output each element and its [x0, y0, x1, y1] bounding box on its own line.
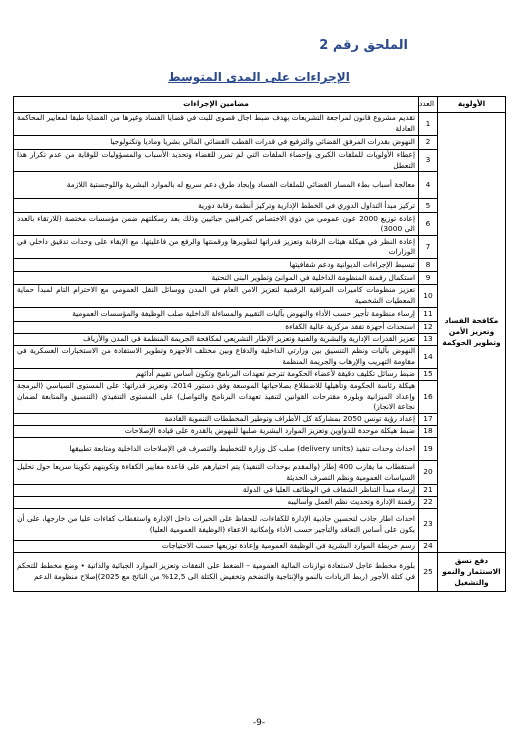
header-number: العدد	[419, 97, 438, 113]
table-row	[14, 438, 506, 461]
priority-category: دفع نسق الاستثمار والنمو والتشغيل	[438, 553, 506, 592]
measure-text: النهوض بآليات ونظم التنسيق بين وزارتي الداخلية والدفاع وبين مختلف الأجهزة وتطوير الاستفادة من الاستخبارات العسكرية في مقاومة التهريب والإرهاب والجريمة المنظمة	[14, 345, 419, 368]
annex-title: الملحق رقم 2	[319, 38, 408, 53]
row-number: 25	[419, 553, 438, 592]
measure-text: تعزيز منظومات كاميرات المراقبة الرقمية لتعزيز الامن العام في المدن ووسائل النقل العمومي مع الاحترام التام لمبدأ حماية المعطيات الشخصية	[14, 285, 419, 307]
measure-text: إعادة توزيع 2000 عون عمومي من ذوي الاختصاص كمراقبين جبائيين وذلك بعد رسكلتهم ضمن مؤسسات مختصة (للارتقاء بالعدد الى 3000)	[14, 213, 419, 236]
measure-text: استحداث أجهزة تفقد مركزية عالية الكفاءة	[14, 321, 419, 333]
measure-text: تعزيز القدرات الإدارية والبشرية والفنية وتعزيز الإطار التشريعي لمكافحة الجريمة المنظمة في المدن والأرياف	[14, 333, 419, 345]
measure-text: استكمال رقمنة المنظومة الداخلية في الموانئ وتطوير البنى التحتية	[14, 272, 419, 285]
measures-table	[13, 96, 506, 592]
table-row	[14, 345, 506, 368]
row-number: 19	[419, 438, 438, 461]
table-row	[14, 485, 506, 497]
table-row	[14, 236, 506, 259]
table-row	[14, 509, 506, 541]
measure-text: إعادة النظر في هيكلة هيئات الرقابة وتعزيز قدراتها لتطويرها ورقمنتها والرفع من فاعليتها، مع الإبقاء على وحدات تدقيق داخلي في الوزارات	[14, 236, 419, 259]
measure-text: رقمنة الإدارة وتحديث نظم العمل وأساليبه	[14, 497, 419, 509]
table-row	[14, 426, 506, 438]
row-number: 14	[419, 345, 438, 368]
table-row	[14, 380, 506, 413]
measure-text: إعداد رؤية تونس 2050 بمشاركة كل الأطراف وتوطير المخططات التنموية القادمة	[14, 414, 419, 426]
measure-text: ضبط هيكلة موحدة للدواوين وتعزيز الموارد البشرية صلبها للنهوض بالقدرة على قيادة الإصلاحات	[14, 426, 419, 438]
measure-text: تبسيط الإجراءات الديوانية ودعم شفافيتها	[14, 259, 419, 272]
table-row	[14, 213, 506, 236]
priority-category: مكافحة الفساد وتعزيز الأمن وتطوير الحوكمة	[438, 113, 506, 553]
table-row	[14, 321, 506, 333]
row-number: 6	[419, 213, 438, 236]
page-title: الإجراءات على المدى المتوسط	[168, 70, 350, 84]
measure-text: احداث وحدات تنفيذ (delivery units) صلب كل وزارة للتخطيط والتصرف في الإصلاحات الداخلية ومتابعة تطبيقها	[14, 438, 419, 461]
row-number: 15	[419, 368, 438, 380]
measure-text: تركيز مبدأ التداول الدوري في الخطط الإدارية وتركيز أنظمة رقابة دورية	[14, 199, 419, 213]
row-number: 10	[419, 285, 438, 307]
measure-text: تقديم مشروع قانون لمراجعة التشريعات بهدف ضبط اجال قصوى للبت في قضايا الفساد وغيرها من القضايا طبقا لمعايير المحاكمة العادلة	[14, 113, 419, 136]
row-number: 21	[419, 485, 438, 497]
measure-text: النهوض بقدرات المرفق القضائي والترفيع في قدرات القطب القضائي المالي بشريا وماديا وتكنولوجيا	[14, 136, 419, 150]
row-number: 3	[419, 150, 438, 172]
measure-text: إرساء مبدأ التناظر الشفاف في الوظائف العليا في الدولة	[14, 485, 419, 497]
table-row	[14, 172, 506, 199]
row-number: 22	[419, 497, 438, 509]
table-row	[14, 259, 506, 272]
header-priority: الأولوية	[438, 97, 506, 113]
row-number: 24	[419, 541, 438, 553]
row-number: 18	[419, 426, 438, 438]
table-row	[14, 113, 506, 136]
row-number: 2	[419, 136, 438, 150]
table-row	[14, 136, 506, 150]
row-number: 23	[419, 509, 438, 541]
measure-text: إعطاء الأولويات للملفات الكبرى وإحصاء الملفات التي لم تمرر للقضاء وتحديد الأسباب والمسؤوليات للوقاية من عدم تكرار هذا التعطل	[14, 150, 419, 172]
measure-text: هيكلة رئاسة الحكومة وتأهيلها للاضطلاع بصلاحياتها الموسعة وفق دستور 2014، وتعزيز قدراتها: على المستوى السياسي (البرمجة وإعداد الميزانية وبلورة مقترحات القوانين لتنفيذ تعهدات البرنامج والتواصل) على المستوى التنفيذي (التنسيق والمتابعة لضمان نجاعة الانجاز)	[14, 380, 419, 413]
measure-text: ضبط رسائل تكليف دقيقة لأعضاء الحكومة تترجم تعهدات البرنامج وتكون أساس تقييم أدائهم	[14, 368, 419, 380]
measure-text: بلورة مخطط عاجل لاستعادة توازنات المالية العمومية – الضغط على النفقات وتعزيز الموارد الجبائية والذاتية • وضع مخطط للتحكم في كتلة الأجور (ربط الزيادات بالنمو والإنتاجية والتضخم وتخفيض الكتلة الى 12,5% من الناتج مع 2025)إصلاح منظومة الدعم	[14, 553, 419, 592]
row-number: 7	[419, 236, 438, 259]
page-number: -9-	[252, 718, 266, 728]
header-content: مضامين الإجراءات	[14, 97, 419, 113]
row-number: 1	[419, 113, 438, 136]
row-number: 11	[419, 307, 438, 321]
row-number: 16	[419, 380, 438, 413]
measure-text: استقطاب ما يقارب 400 إطار (والمقدم بوحدات التنفيذ) يتم اختيارهم على قاعدة معايير الكفاءة وتكوينهم تكوينا سريعا حول تحليل السياسات العمومية ونظم التصرف الحديثة	[14, 461, 419, 485]
row-number: 4	[419, 172, 438, 199]
row-number: 12	[419, 321, 438, 333]
table-row	[14, 368, 506, 380]
table-row	[14, 333, 506, 345]
table-row	[14, 414, 506, 426]
table-row	[14, 285, 506, 307]
table-row	[14, 553, 506, 592]
table-row	[14, 461, 506, 485]
table-row	[14, 150, 506, 172]
table-row	[14, 497, 506, 509]
table-row	[14, 307, 506, 321]
row-number: 9	[419, 272, 438, 285]
table-row	[14, 541, 506, 553]
measure-text: معالجة أسباب بطء المسار القضائي للملفات الفساد وإيجاد طرق دعم سريع له بالموارد البشرية واللوجستية اللازمة	[14, 172, 419, 199]
table-row	[14, 272, 506, 285]
row-number: 13	[419, 333, 438, 345]
measure-text: رسم خريطة الموارد البشرية في الوظيفة العمومية وإعادة توزيعها حسب الاحتياجات	[14, 541, 419, 553]
row-number: 20	[419, 461, 438, 485]
table-row	[14, 199, 506, 213]
row-number: 17	[419, 414, 438, 426]
measure-text: إرساء منظومة تأجير حسب الأداء والنهوض بآليات التقييم والمساءلة الداخلية صلب الوظيفة والمؤسسات العمومية	[14, 307, 419, 321]
measure-text: احداث اطار جاذب لتحسين جاذبية الإدارة للكفاءات، للحفاظ على الخبرات داخل الإدارة واستقطاب كفاءات عليا من خارجها، على أن يكون على أساس التعاقد والتأجير حسب الأداء وإمكانية الاعفاء (الوظيفة العمومية العليا)	[14, 509, 419, 541]
row-number: 5	[419, 199, 438, 213]
row-number: 8	[419, 259, 438, 272]
